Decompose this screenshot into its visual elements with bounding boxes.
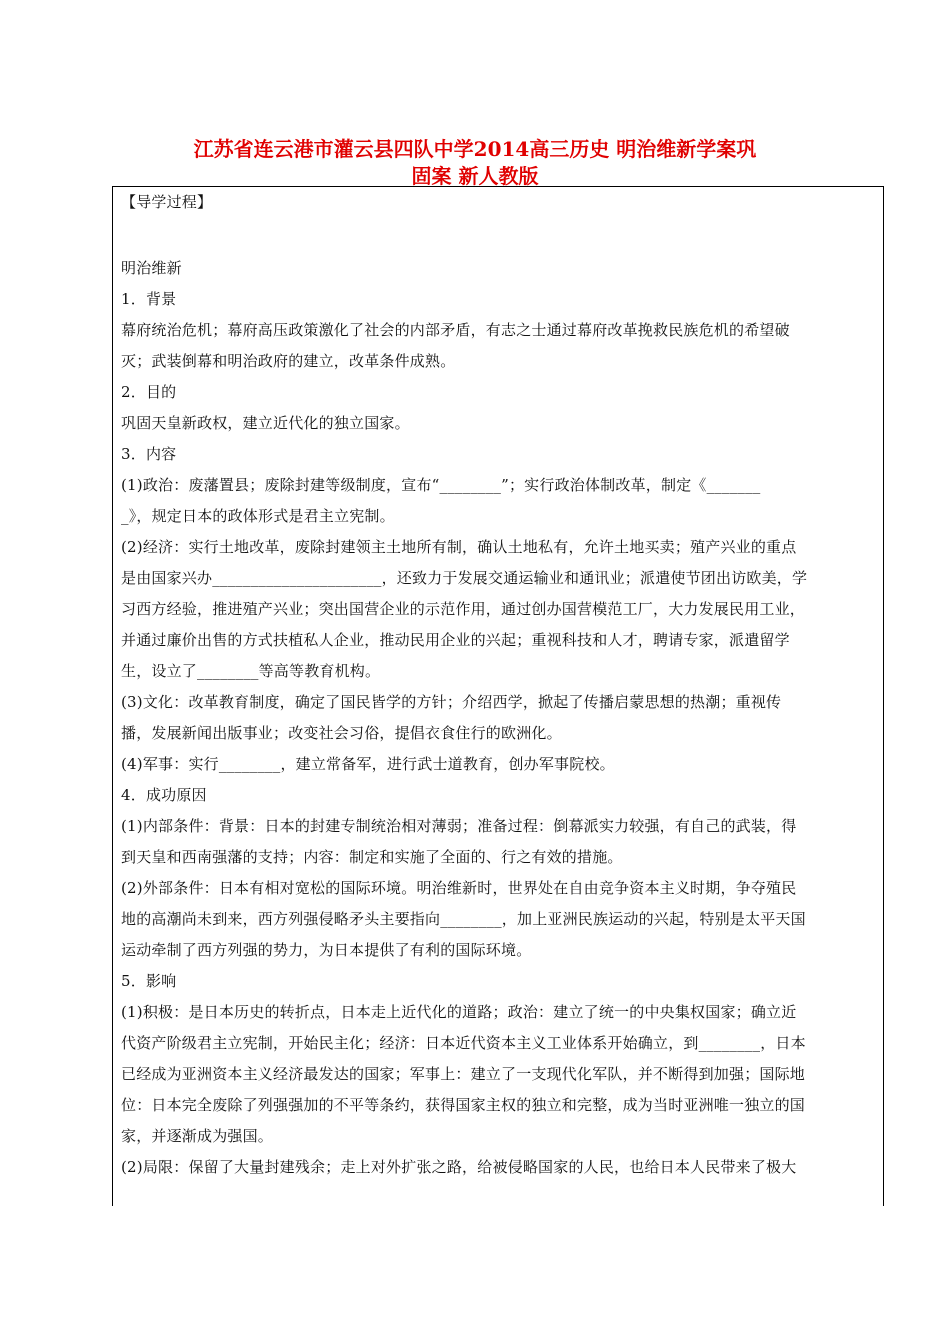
- text-line: 灭；武装倒幕和明治政府的建立，改革条件成熟。: [121, 352, 456, 370]
- text-line: 地的高潮尚未到来，西方列强侵略矛头主要指向________，加上亚洲民族运动的兴起，特别是太平天国: [121, 910, 806, 928]
- content-box: [112, 186, 884, 1206]
- text-line: (2)经济：实行土地改革，废除封建领主土地所有制，确认土地私有，允许土地买卖；殖产兴业的重点: [121, 538, 797, 556]
- text-line: (2)局限：保留了大量封建残余；走上对外扩张之路，给被侵略国家的人民，也给日本人民带来了极大: [121, 1158, 797, 1176]
- text-line: (2)外部条件：日本有相对宽松的国际环境。明治维新时，世界处在自由竞争资本主义时期，争夺殖民: [121, 879, 797, 897]
- topic-heading: 明治维新: [121, 259, 182, 277]
- text-line: (1)内部条件：背景：日本的封建专制统治相对薄弱；准备过程：倒幕派实力较强，有自己的武装，得: [121, 817, 797, 835]
- text-line: 播，发展新闻出版事业；改变社会习俗，提倡衣食住行的欧洲化。: [121, 724, 562, 742]
- content-body: [121, 187, 877, 1183]
- text-line: 是由国家兴办______________________，还致力于发展交通运输业和通讯业；派遣使节团出访欧美，学: [121, 569, 808, 587]
- text-line: 1．背景: [121, 290, 177, 308]
- text-line: 3．内容: [121, 445, 177, 463]
- title-line-2: 固案 新人教版: [411, 164, 539, 188]
- text-line: (4)军事：实行________，建立常备军，进行武士道教育，创办军事院校。: [121, 755, 615, 773]
- text-line: (3)文化：改革教育制度，确定了国民皆学的方针；介绍西学，掀起了传播启蒙思想的热潮；重视传: [121, 693, 782, 711]
- text-line: 到天皇和西南强藩的支持；内容：制定和实施了全面的、行之有效的措施。: [121, 848, 623, 866]
- text-line: 家，并逐渐成为强国。: [121, 1127, 274, 1145]
- document-title: [0, 136, 950, 190]
- text-line: 巩固天皇新政权，建立近代化的独立国家。: [121, 414, 410, 432]
- text-line: (1)政治：废藩置县；废除封建等级制度，宣布“________”；实行政治体制改革，制定《_______: [121, 476, 761, 494]
- text-line: 习西方经验，推进殖产兴业；突出国营企业的示范作用，通过创办国营模范工厂，大力发展民用工业，: [121, 600, 806, 618]
- text-line: 4．成功原因: [121, 786, 207, 804]
- blank-gap: [121, 222, 877, 253]
- text-line: (1)积极：是日本历史的转折点，日本走上近代化的道路；政治：建立了统一的中央集权国家；确立近: [121, 1003, 797, 1021]
- text-line: 生，设立了________等高等教育机构。: [121, 662, 381, 680]
- text-line: 并通过廉价出售的方式扶植私人企业，推动民用企业的兴起；重视科技和人才，聘请专家，派遣留学: [121, 631, 790, 649]
- text-line: 幕府统治危机；幕府高压政策激化了社会的内部矛盾，有志之士通过幕府改革挽救民族危机的希望破: [121, 321, 790, 339]
- text-line: 代资产阶级君主立宪制，开始民主化；经济：日本近代资本主义工业体系开始确立，到________，日本: [121, 1034, 806, 1052]
- text-line: 位：日本完全废除了列强强加的不平等条约，获得国家主权的独立和完整，成为当时亚洲唯一独立的国: [121, 1096, 806, 1114]
- text-line: 运动牵制了西方列强的势力，为日本提供了有利的国际环境。: [121, 941, 532, 959]
- section-label: 【导学过程】: [121, 193, 213, 211]
- title-line-1: 江苏省连云港市灌云县四队中学2014高三历史 明治维新学案巩: [193, 137, 757, 161]
- text-line: 2．目的: [121, 383, 177, 401]
- text-line: 5．影响: [121, 972, 177, 990]
- text-line: _》，规定日本的政体形式是君主立宪制。: [121, 507, 395, 525]
- text-line: 已经成为亚洲资本主义经济最发达的国家；军事上：建立了一支现代化军队，并不断得到加强；国际地: [121, 1065, 806, 1083]
